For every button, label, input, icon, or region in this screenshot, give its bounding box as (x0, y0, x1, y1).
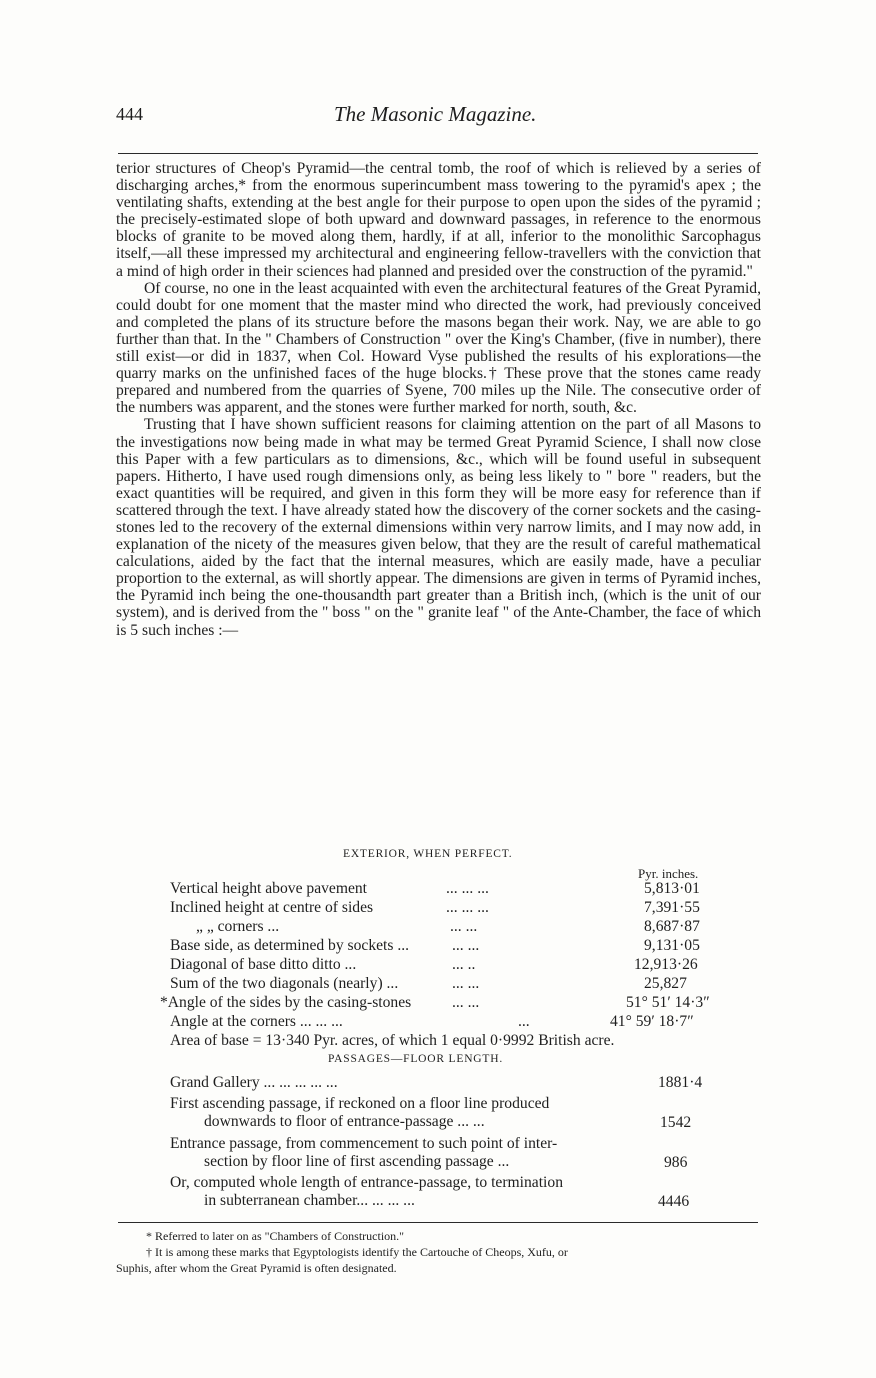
page-header (116, 104, 756, 134)
passage-value: 986 (664, 1154, 688, 1171)
row-value: 7,391·55 (644, 899, 700, 916)
row-leader: ... .. (452, 956, 476, 973)
passage-value: 1542 (660, 1114, 692, 1131)
passage-label: Grand Gallery ... ... ... ... ... (170, 1074, 338, 1091)
row-label: Sum of the two diagonals (nearly) ... (170, 975, 399, 992)
passage-label-continued: in subterranean chamber... ... ... ... (204, 1192, 415, 1209)
area-of-base (170, 1032, 770, 1050)
row-value: 9,131·05 (644, 937, 700, 954)
row-label: Angle at the corners ... ... ... (170, 1013, 343, 1030)
table-row (170, 880, 770, 898)
running-title: The Masonic Magazine. (334, 102, 537, 126)
row-value: 25,827 (644, 975, 687, 992)
footnote-dagger: † It is among these marks that Egyptologists identify the Cartouche of Cheops, Xufu, or (146, 1245, 568, 1259)
row-label: Diagonal of base ditto ditto ... (170, 956, 357, 973)
paragraph-2: Of course, no one in the least acquainted with even the architectural features of the Great Pyramid, could doubt for one moment that the master mind who directed the work, had previously conceived and completed the plans of its structure before the masons began their work. Nay, we are able to go further than that. In the " Chambers of Construction " over the King's Chamber, (five in number), there still exist—or did in 1837, when Col. Howard Vyse published the results of his explorations—the quarry marks on the unfinished faces of the huge blocks.† These prove that the stones came ready prepared and numbered from the quarries of Syene, 700 miles up the Nile. The consecutive order of the numbers was apparent, and the stones were further marked for north, south, &c. (116, 279, 761, 417)
list-item (170, 1095, 549, 1131)
pyr-inches-column-header: Pyr. inches. (638, 866, 699, 881)
passage-value: 1881·4 (658, 1074, 703, 1091)
header-rule (118, 153, 758, 154)
table-row (170, 975, 770, 993)
exterior-heading: EXTERIOR, WHEN PERFECT. (343, 848, 513, 860)
passage-label: First ascending passage, if reckoned on a floor line produced (170, 1095, 550, 1112)
row-label: *Angle of the sides by the casing-stones (160, 994, 412, 1011)
footnote-rule (118, 1222, 758, 1223)
row-leader: ... ... ... (446, 880, 489, 897)
table-row (196, 918, 796, 936)
row-value: 12,913·26 (634, 956, 698, 973)
row-leader: ... ... (452, 975, 480, 992)
row-label: Base side, as determined by sockets ... (170, 937, 410, 954)
passage-label-continued: section by floor line of first ascending passage ... (204, 1153, 510, 1170)
row-value: 8,687·87 (644, 918, 700, 935)
list-item (170, 1174, 563, 1210)
table-row (170, 1013, 770, 1031)
row-value: 41° 59′ 18·7″ (610, 1013, 694, 1030)
row-leader: ... ... (450, 918, 478, 935)
passage-label-continued: downwards to floor of entrance-passage ... ... (204, 1113, 485, 1130)
list-item (170, 1135, 557, 1171)
table-row (170, 937, 770, 955)
passage-label: Or, computed whole length of entrance-passage, to termination (170, 1174, 563, 1191)
list-item (170, 1074, 338, 1092)
row-label: Vertical height above pavement (170, 880, 368, 897)
paragraph-1: terior structures of Cheop's Pyramid—the central tomb, the roof of which is relieved by a series of discharging arches,* from the enormous superincumbent mass towering to the pyramid's apex ; the ventilating shafts, extending at the best angle for their purpose to open upon the sides of the pyramid ; the precisely-estimated slope of both upward and downward passages, in reference to the enormous blocks of granite to be moved along them, hardly, if at all, inferior to the monolithic Sarcophagus itself,—all these impressed my architectural and engineering fellow-travellers with the conviction that a mind of high order in their sciences had planned and presided over the construction of the pyramid." (116, 160, 761, 280)
page-number: 444 (116, 104, 143, 124)
row-value: 51° 51′ 14·3″ (626, 994, 710, 1011)
footnote-dagger-continued: Suphis, after whom the Great Pyramid is often designated. (116, 1261, 397, 1275)
table-row (160, 994, 760, 1012)
row-leader: ... ... (452, 937, 480, 954)
table-row (170, 899, 770, 917)
article-body (116, 160, 761, 639)
row-label: Inclined height at centre of sides (170, 899, 374, 916)
passage-value: 4446 (658, 1193, 690, 1210)
table-row (170, 956, 770, 974)
row-leader: ... (518, 1013, 530, 1030)
area-text: Area of base = 13·340 Pyr. acres, of which 1 equal 0·9992 British acre. (170, 1032, 615, 1049)
row-leader: ... ... (452, 994, 480, 1011)
passages-heading: PASSAGES—FLOOR LENGTH. (328, 1053, 504, 1065)
footnote-star: * Referred to later on as "Chambers of Construction." (146, 1229, 405, 1243)
row-leader: ... ... ... (446, 899, 489, 916)
row-label: „ „ corners ... (196, 918, 280, 935)
passage-label: Entrance passage, from commencement to such point of inter- (170, 1135, 558, 1152)
row-value: 5,813·01 (644, 880, 700, 897)
paragraph-3: Trusting that I have shown sufficient reasons for claiming attention on the part of all Masons to the investigations now being made in what may be termed Great Pyramid Science, I shall now close this Paper with a few particulars as to dimensions, &c., which will be found useful in subsequent papers. Hitherto, I have used rough dimensions only, as being less likely to " bore " readers, but the exact quantities will be required, and given in this form they will be more easy for reference than if scattered through the text. I have already stated how the discovery of the corner sockets and the casing-stones led to the recovery of the external dimensions within very narrow limits, and I may now add, in explanation of the nicety of the measures given below, that they are the result of careful mathematical calculations, aided by the fact that the internal measures, which are easily made, have a peculiar proportion to the external, as will shortly appear. The dimensions are given in terms of Pyramid inches, the Pyramid inch being the one-thousandth part greater than a British inch, (which is the unit of our system), and is derived from the " boss " on the " granite leaf " of the Ante-Chamber, the face of which is 5 such inches :— (116, 416, 761, 639)
